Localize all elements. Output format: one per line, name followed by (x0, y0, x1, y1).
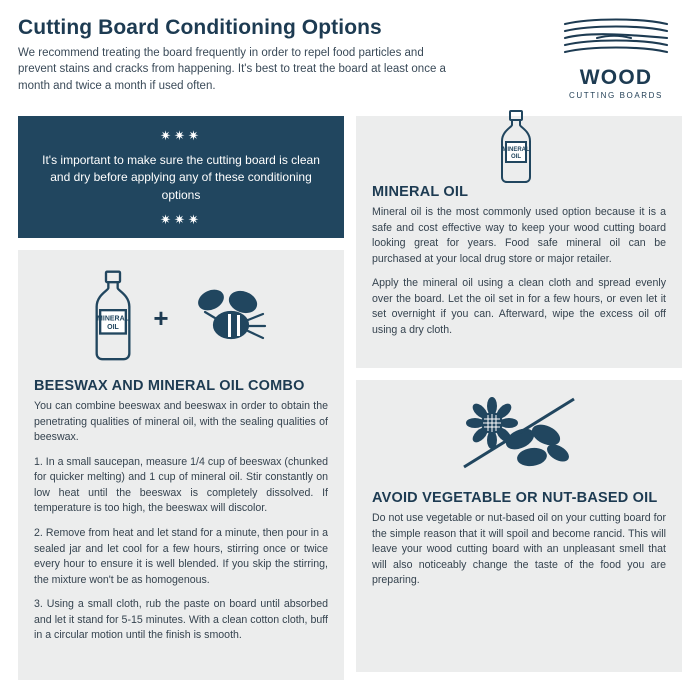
page-subtitle: We recommend treating the board frequently in order to repel food particles and prevent stains and cracks from happening. It's best to treat the board at least once a month and twice a month if used often. (18, 47, 446, 92)
page-title: Cutting Board Conditioning Options (18, 16, 382, 39)
svg-text:MINERAL: MINERAL (97, 315, 130, 323)
avoid-oil-title: AVOID VEGETABLE OR NUT-BASED OIL (372, 490, 658, 506)
combo-title: BEESWAX AND MINERAL OIL COMBO (34, 378, 305, 394)
mineral-oil-paragraph-0: Mineral oil is the most commonly used option because it is a safe and cost effective way to keep your wood cutting board looking great for years. Food safe mineral oil can be purchased at your local drug store or major retailer. (372, 206, 666, 265)
stars-top: ✷✷✷ (160, 127, 202, 143)
brand-name: WOOD (579, 66, 653, 89)
mineral-oil-paragraph-1: Apply the mineral oil using a clean cloth and spread evenly over the board. Let the oil set in for a few hours, or even let it set overnight if you can. Afterward, wipe the excess oil off using a dry cloth. (372, 277, 666, 336)
svg-text:OIL: OIL (511, 154, 521, 160)
brand-logo (550, 16, 682, 100)
avoid-oil-panel (356, 380, 682, 672)
bee-icon (181, 278, 277, 359)
important-note-panel (18, 116, 344, 238)
combo-paragraph-1: 1. In a small saucepan, measure 1/4 cup of beeswax (chunked for quicker melting) and 1 cup of mineral oil. Stir constantly on low heat until the beeswax is completely dissolved. If temperature is too high, the beeswax will discolor. (34, 455, 328, 515)
header-text (18, 16, 458, 94)
svg-text:OIL: OIL (107, 323, 120, 331)
mineral-oil-bottle-icon (492, 108, 540, 191)
svg-text:MINERAL: MINERAL (502, 147, 530, 153)
sunflower-nuts-crossed-out-icon (444, 393, 594, 488)
combo-illustration (34, 264, 328, 372)
combo-paragraph-3: 3. Using a small cloth, rub the paste on board until absorbed and let it stand for 5-15 minutes. With a clean cotton cloth, buff in a circular motion until the finish is smooth. (34, 598, 328, 642)
plus-icon: + (153, 303, 169, 333)
header (18, 16, 682, 112)
stars-bottom: ✷✷✷ (160, 212, 202, 228)
combo-paragraph-0: You can combine beeswax and beeswax in order to obtain the penetrating qualities of mineral oil, with the sealing qualities of beeswax. (34, 400, 328, 444)
wood-grain-icon (550, 18, 682, 63)
combo-paragraph-2: 2. Remove from heat and let stand for a minute, then pour in a sealed jar and let cool for a few hours, stirring once or twice every hour to ensure it is well blended. If you skip the stirring, the mixture won't be as homogenous. (34, 526, 328, 586)
avoid-illustration (372, 394, 666, 486)
mineral-oil-title: MINERAL OIL (372, 184, 469, 200)
right-column (356, 116, 682, 680)
important-note-text: It's important to make sure the cutting board is clean and dry before applying any of these conditioning options (42, 152, 320, 202)
avoid-oil-paragraph-0: Do not use vegetable or nut-based oil on your cutting board for the simple reason that it will spoil and become rancid. This will leave your wood cutting board with an unpleasant smell that will also noticeably change the taste of the food you are preparing. (372, 512, 666, 587)
beeswax-combo-panel (18, 250, 344, 680)
left-column (18, 116, 344, 680)
brand-tagline: CUTTING BOARDS (569, 91, 663, 100)
mineral-oil-bottle-icon (85, 268, 141, 369)
content-columns (18, 116, 682, 680)
